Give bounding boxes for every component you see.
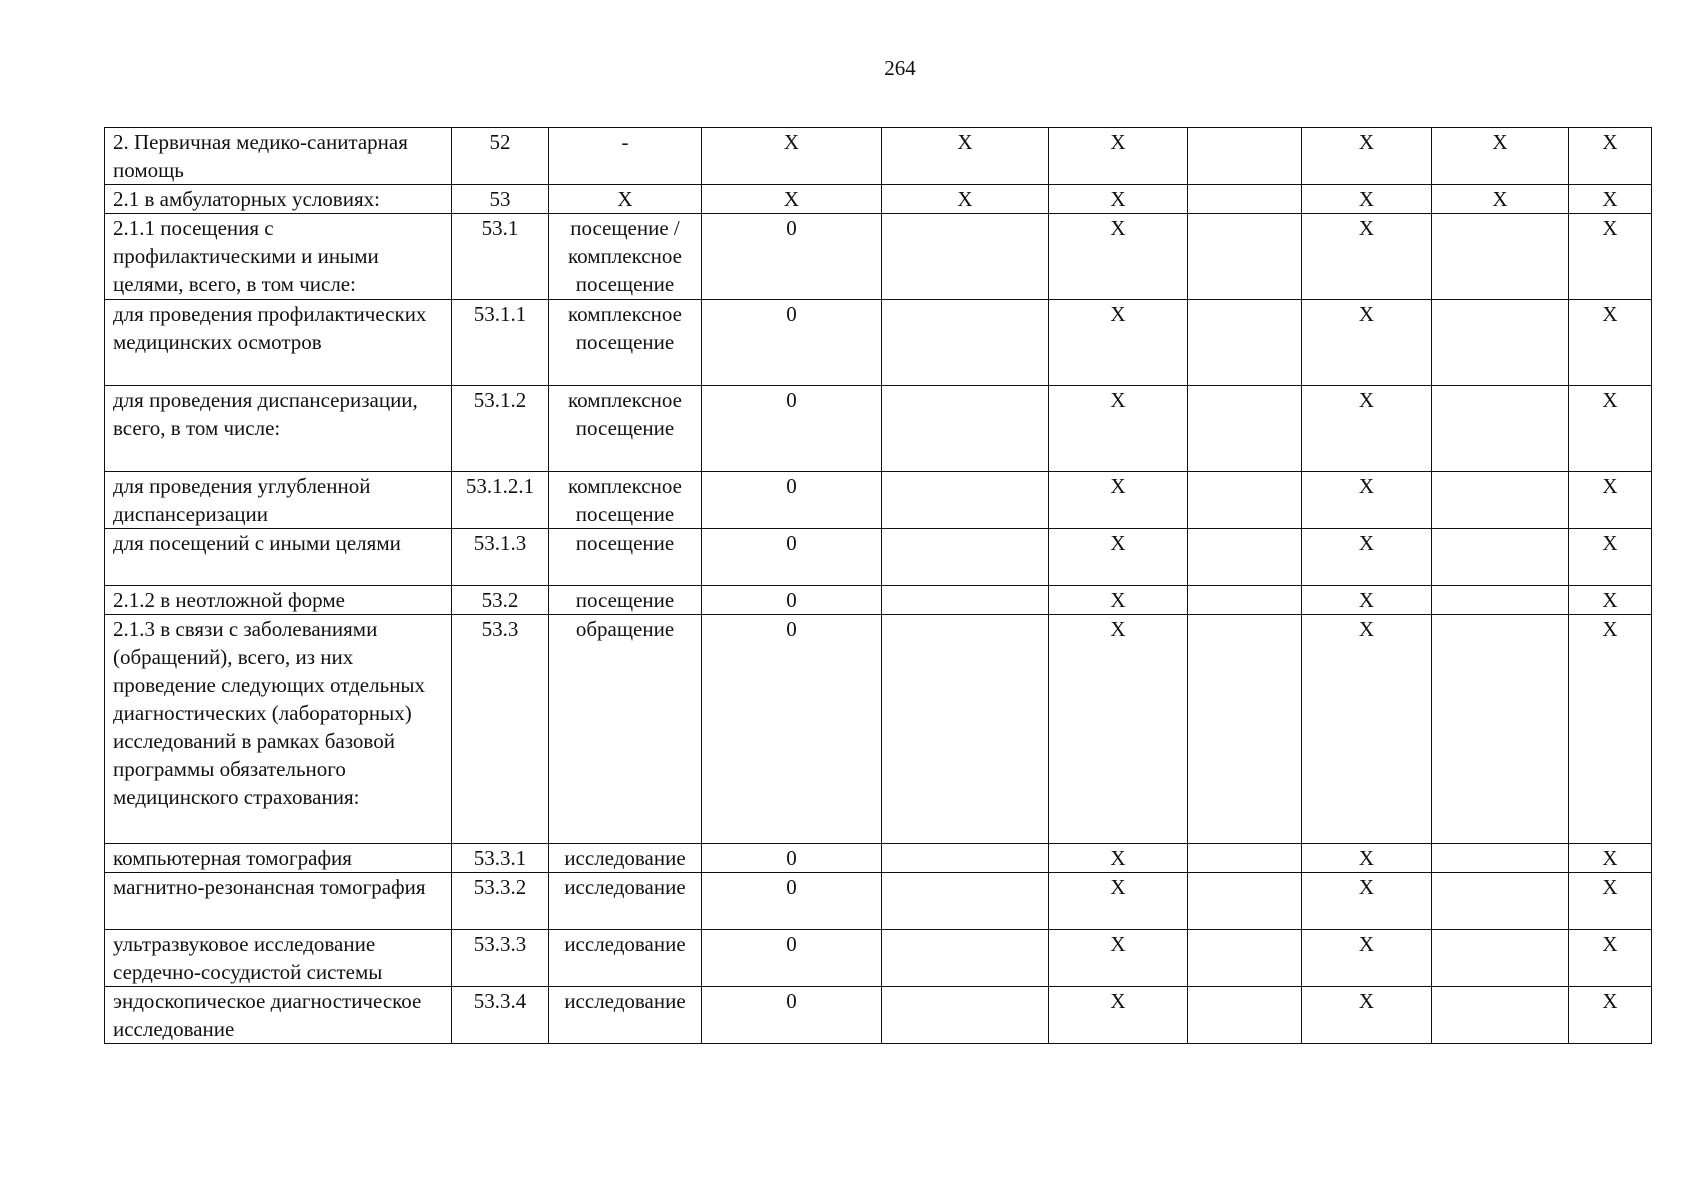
table-row <box>105 987 1652 1044</box>
cell-unit: исследование <box>549 930 702 987</box>
cell-col5 <box>882 214 1049 300</box>
cell-code: 53.1.3 <box>452 529 549 586</box>
cell-col7 <box>1188 844 1302 873</box>
cell-unit: посещение / комплексное посещение <box>549 214 702 300</box>
table-row <box>105 615 1652 844</box>
cell-col8: X <box>1302 873 1432 930</box>
cell-col7 <box>1188 873 1302 930</box>
cell-col9 <box>1432 214 1569 300</box>
cell-col7 <box>1188 529 1302 586</box>
cell-col8: X <box>1302 128 1432 185</box>
cell-col4: 0 <box>702 615 882 844</box>
cell-col4: 0 <box>702 873 882 930</box>
cell-col8: X <box>1302 586 1432 615</box>
cell-col7 <box>1188 586 1302 615</box>
cell-col6: X <box>1049 300 1188 386</box>
cell-col6: X <box>1049 214 1188 300</box>
cell-col7 <box>1188 615 1302 844</box>
cell-col5 <box>882 386 1049 472</box>
cell-col6: X <box>1049 844 1188 873</box>
cell-col6: X <box>1049 930 1188 987</box>
cell-col5 <box>882 844 1049 873</box>
page-number: 264 <box>884 56 916 80</box>
cell-col6: X <box>1049 529 1188 586</box>
cell-unit: исследование <box>549 873 702 930</box>
cell-col6: X <box>1049 615 1188 844</box>
table-row <box>105 472 1652 529</box>
cell-name: 2.1.2 в неотложной форме <box>105 586 452 615</box>
cell-col4: 0 <box>702 300 882 386</box>
table-row <box>105 529 1652 586</box>
cell-col5 <box>882 586 1049 615</box>
cell-col4: 0 <box>702 214 882 300</box>
cell-col4: 0 <box>702 472 882 529</box>
cell-col10: X <box>1569 873 1652 930</box>
table-row <box>105 930 1652 987</box>
cell-col8: X <box>1302 185 1432 214</box>
cell-col9 <box>1432 529 1569 586</box>
table-row <box>105 214 1652 300</box>
cell-col10: X <box>1569 185 1652 214</box>
cell-col7 <box>1188 930 1302 987</box>
cell-col9 <box>1432 586 1569 615</box>
cell-col4: 0 <box>702 529 882 586</box>
cell-col5 <box>882 930 1049 987</box>
cell-col5 <box>882 987 1049 1044</box>
cell-col8: X <box>1302 615 1432 844</box>
cell-col10: X <box>1569 615 1652 844</box>
cell-name: для проведения диспансеризации, всего, в том числе: <box>105 386 452 472</box>
cell-col6: X <box>1049 873 1188 930</box>
cell-code: 53.2 <box>452 586 549 615</box>
cell-col7 <box>1188 300 1302 386</box>
cell-col8: X <box>1302 930 1432 987</box>
cell-col6: X <box>1049 472 1188 529</box>
cell-col6: X <box>1049 386 1188 472</box>
cell-col5 <box>882 472 1049 529</box>
cell-name: для проведения профилактических медицинских осмотров <box>105 300 452 386</box>
cell-col10: X <box>1569 844 1652 873</box>
cell-code: 53.1 <box>452 214 549 300</box>
cell-name: ультразвуковое исследование сердечно-сосудистой системы <box>105 930 452 987</box>
cell-col9 <box>1432 386 1569 472</box>
cell-col4: 0 <box>702 844 882 873</box>
cell-col9: X <box>1432 128 1569 185</box>
cell-col8: X <box>1302 386 1432 472</box>
cell-col10: X <box>1569 128 1652 185</box>
cell-col8: X <box>1302 472 1432 529</box>
cell-unit: обращение <box>549 615 702 844</box>
cell-col7 <box>1188 386 1302 472</box>
cell-col6: X <box>1049 586 1188 615</box>
cell-col9 <box>1432 987 1569 1044</box>
cell-code: 53.1.1 <box>452 300 549 386</box>
cell-col5 <box>882 529 1049 586</box>
cell-unit: комплексное посещение <box>549 472 702 529</box>
cell-col9: X <box>1432 185 1569 214</box>
cell-col7 <box>1188 185 1302 214</box>
cell-col8: X <box>1302 844 1432 873</box>
table-row <box>105 185 1652 214</box>
data-table <box>104 127 1652 1044</box>
cell-code: 53.3.1 <box>452 844 549 873</box>
cell-code: 52 <box>452 128 549 185</box>
cell-unit: исследование <box>549 844 702 873</box>
cell-col5: X <box>882 185 1049 214</box>
cell-code: 53.1.2 <box>452 386 549 472</box>
cell-col9 <box>1432 615 1569 844</box>
cell-unit: исследование <box>549 987 702 1044</box>
cell-col8: X <box>1302 987 1432 1044</box>
cell-unit: посещение <box>549 586 702 615</box>
cell-unit: комплексное посещение <box>549 300 702 386</box>
cell-col4: X <box>702 185 882 214</box>
cell-col9 <box>1432 873 1569 930</box>
cell-col4: 0 <box>702 586 882 615</box>
cell-col5: X <box>882 128 1049 185</box>
cell-code: 53.3 <box>452 615 549 844</box>
cell-col9 <box>1432 844 1569 873</box>
cell-col6: X <box>1049 128 1188 185</box>
cell-col10: X <box>1569 300 1652 386</box>
cell-col10: X <box>1569 930 1652 987</box>
cell-col4: 0 <box>702 987 882 1044</box>
table-row <box>105 586 1652 615</box>
cell-col7 <box>1188 472 1302 529</box>
cell-col4: X <box>702 128 882 185</box>
table-row <box>105 300 1652 386</box>
cell-col10: X <box>1569 987 1652 1044</box>
cell-name: магнитно-резонансная томография <box>105 873 452 930</box>
cell-code: 53.3.4 <box>452 987 549 1044</box>
cell-col9 <box>1432 930 1569 987</box>
cell-name: 2.1.1 посещения с профилактическими и иными целями, всего, в том числе: <box>105 214 452 300</box>
cell-name: для проведения углубленной диспансеризации <box>105 472 452 529</box>
cell-col10: X <box>1569 529 1652 586</box>
cell-code: 53.3.2 <box>452 873 549 930</box>
cell-col4: 0 <box>702 386 882 472</box>
cell-col7 <box>1188 214 1302 300</box>
cell-col6: X <box>1049 987 1188 1044</box>
table-row <box>105 873 1652 930</box>
cell-name: 2.1 в амбулаторных условиях: <box>105 185 452 214</box>
cell-code: 53.3.3 <box>452 930 549 987</box>
cell-unit: X <box>549 185 702 214</box>
cell-col9 <box>1432 300 1569 386</box>
table-row <box>105 844 1652 873</box>
cell-unit: комплексное посещение <box>549 386 702 472</box>
cell-col5 <box>882 300 1049 386</box>
cell-col8: X <box>1302 300 1432 386</box>
cell-col10: X <box>1569 586 1652 615</box>
cell-name: компьютерная томография <box>105 844 452 873</box>
cell-col10: X <box>1569 386 1652 472</box>
cell-col5 <box>882 615 1049 844</box>
cell-unit: - <box>549 128 702 185</box>
cell-code: 53.1.2.1 <box>452 472 549 529</box>
cell-col8: X <box>1302 529 1432 586</box>
cell-name: 2.1.3 в связи с заболеваниями (обращений), всего, из них проведение следующих отдельных диагностических (лабораторных) исследований в рамках базовой программы обязательного медицинского страхования: <box>105 615 452 844</box>
table-row <box>105 128 1652 185</box>
cell-name: для посещений с иными целями <box>105 529 452 586</box>
cell-unit: посещение <box>549 529 702 586</box>
cell-col8: X <box>1302 214 1432 300</box>
cell-col9 <box>1432 472 1569 529</box>
cell-name: эндоскопическое диагностическое исследование <box>105 987 452 1044</box>
cell-code: 53 <box>452 185 549 214</box>
cell-col4: 0 <box>702 930 882 987</box>
cell-name: 2. Первичная медико-санитарная помощь <box>105 128 452 185</box>
cell-col7 <box>1188 128 1302 185</box>
cell-col6: X <box>1049 185 1188 214</box>
cell-col10: X <box>1569 214 1652 300</box>
cell-col5 <box>882 873 1049 930</box>
cell-col7 <box>1188 987 1302 1044</box>
table-row <box>105 386 1652 472</box>
cell-col10: X <box>1569 472 1652 529</box>
